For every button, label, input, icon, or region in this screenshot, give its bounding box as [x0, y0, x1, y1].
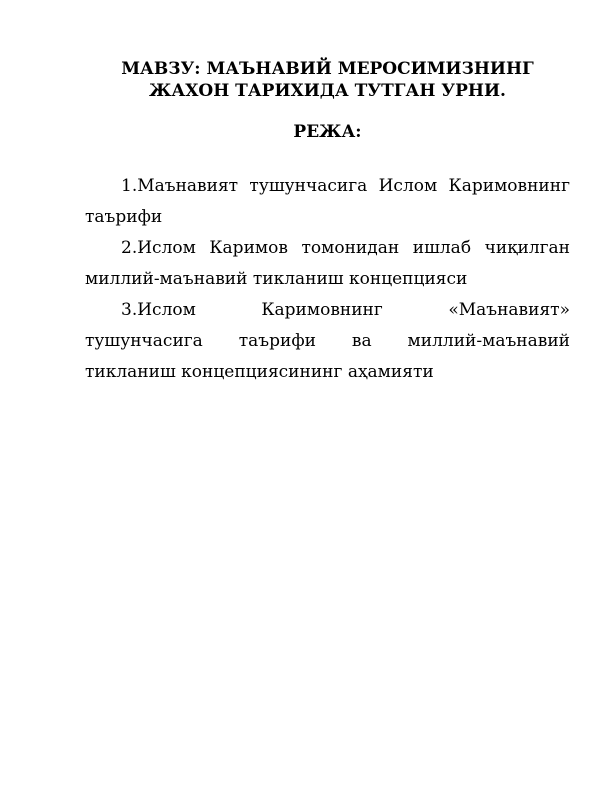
- plan-item-2: 2.Ислом Каримов томонидан ишлаб чиқилган миллий-маънавий тикланиш концепцияси: [85, 238, 570, 289]
- document-title: [85, 58, 570, 102]
- plan-list: [85, 171, 570, 388]
- plan-heading: РЕЖА:: [293, 122, 362, 142]
- plan-item-3: 3.Ислом Каримовнинг «Маънавият» тушунчасига таърифи ва миллий-маънавий тикланиш концепциясининг аҳамияти: [85, 300, 570, 382]
- title-line-2: ЖАХОН ТАРИХИДА ТУТГАН УРНИ.: [149, 81, 506, 101]
- plan-item-1: 1.Маънавият тушунчасига Ислом Каримовнинг таърифи: [85, 176, 570, 227]
- title-line-1: МАВЗУ: МАЪНАВИЙ МЕРОСИМИЗНИНГ: [121, 59, 534, 79]
